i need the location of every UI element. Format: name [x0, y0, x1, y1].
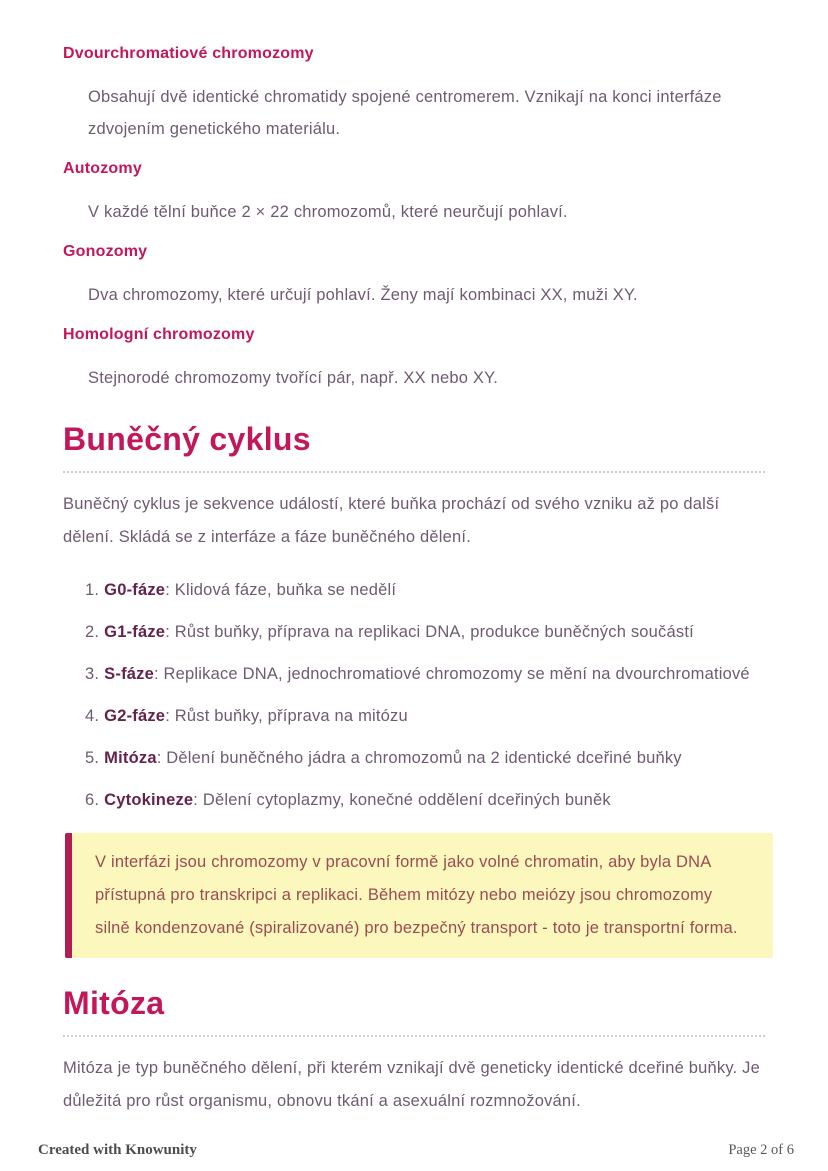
cell-cycle-phase-list — [85, 574, 765, 816]
footer-page-number: Page 2 of 6 — [728, 1142, 794, 1158]
phase-list-item — [85, 658, 765, 690]
definition-term: Gonozomy — [63, 243, 148, 260]
phase-number: 3. — [85, 665, 100, 683]
phase-description: : Replikace DNA, jednochromatiové chromozomy se mění na dvourchromatiové — [153, 665, 750, 683]
phase-term: Cytokineze — [104, 791, 194, 809]
section-title-mitosis: Mitóza — [63, 984, 765, 1037]
page-footer — [38, 1142, 794, 1159]
phase-list-item — [85, 574, 765, 606]
phase-number: 6. — [85, 791, 100, 809]
chromosome-definitions-section — [63, 44, 765, 394]
definition-term: Homologní chromozomy — [63, 326, 255, 343]
section-title-cell-cycle: Buněčný cyklus — [63, 420, 765, 473]
phase-description: : Růst buňky, příprava na mitózu — [165, 707, 408, 725]
phase-description: : Klidová fáze, buňka se nedělí — [165, 581, 397, 599]
phase-list-item — [85, 616, 765, 648]
highlight-callout-box — [65, 833, 773, 958]
phase-description: : Dělení buněčného jádra a chromozomů na 2 identické dceřiné buňky — [156, 749, 682, 767]
phase-description: : Růst buňky, příprava na replikaci DNA, produkce buněčných součástí — [165, 623, 694, 641]
phase-list-item — [85, 700, 765, 732]
mitosis-section — [63, 984, 765, 1118]
phase-number: 2. — [85, 623, 100, 641]
phase-number: 5. — [85, 749, 100, 767]
phase-number: 4. — [85, 707, 100, 725]
phase-term: G0-fáze — [104, 581, 166, 599]
definition-description: Obsahují dvě identické chromatidy spojené centromerem. Vznikají na konci interfáze zdvojením genetického materiálu. — [88, 88, 722, 138]
definition-description: V každé tělní buňce 2 × 22 chromozomů, které neurčují pohlaví. — [88, 203, 568, 221]
cell-cycle-section — [63, 420, 765, 958]
phase-description: : Dělení cytoplazmy, konečné oddělení dceřiných buněk — [193, 791, 611, 809]
phase-term: S-fáze — [104, 665, 154, 683]
cell-cycle-intro: Buněčný cyklus je sekvence událostí, které buňka prochází od svého vzniku až po další dělení. Skládá se z interfáze a fáze buněčného dělení. — [63, 495, 720, 546]
mitosis-intro: Mitóza je typ buněčného dělení, při kterém vznikají dvě geneticky identické dceřiné buňky. Je důležitá pro růst organismu, obnovu tkání a asexuální rozmnožování. — [63, 1059, 760, 1110]
definition-term: Dvourchromatiové chromozomy — [63, 45, 314, 62]
phase-term: G2-fáze — [104, 707, 166, 725]
phase-number: 1. — [85, 581, 100, 599]
definition-term: Autozomy — [63, 160, 142, 177]
callout-text: V interfázi jsou chromozomy v pracovní formě jako volné chromatin, aby byla DNA přístupná pro transkripci a replikaci. Během mitózy nebo meiózy jsou chromozomy silně kondenzované (spiralizované) pro bezpečný transport - toto je transportní forma. — [95, 853, 738, 937]
phase-list-item — [85, 784, 765, 816]
footer-branding: Created with Knowunity — [38, 1142, 197, 1158]
definition-description: Dva chromozomy, které určují pohlaví. Ženy mají kombinaci XX, muži XY. — [88, 286, 638, 304]
definition-description: Stejnorodé chromozomy tvořící pár, např. XX nebo XY. — [88, 369, 498, 387]
phase-term: G1-fáze — [104, 623, 166, 641]
phase-list-item — [85, 742, 765, 774]
phase-term: Mitóza — [104, 749, 157, 767]
